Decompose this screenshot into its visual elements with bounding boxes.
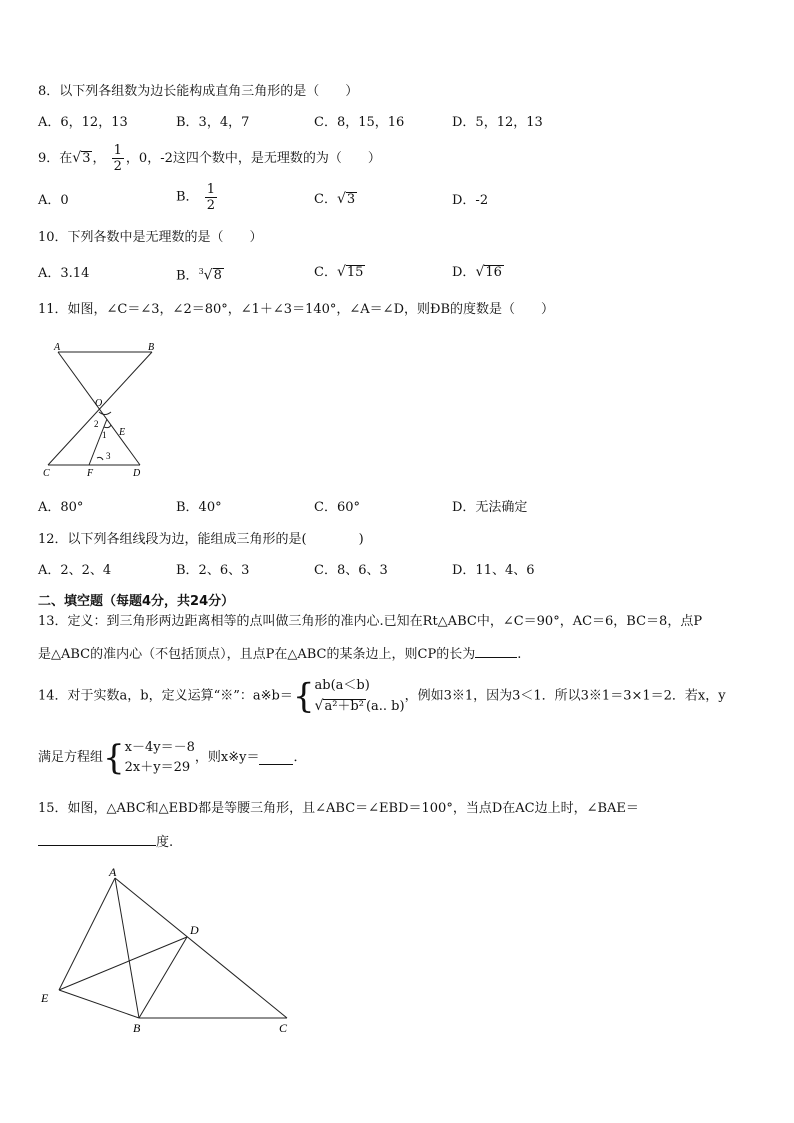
q12-option-d: D．11、4、6 — [452, 563, 535, 578]
q11-label-o: O — [95, 398, 103, 409]
q10-option-b: B．$^3$√8 — [176, 267, 222, 284]
section-2-heading: 二、填空题（每题4分，共24分） — [38, 594, 235, 609]
q8-option-c: C．8，15，16 — [314, 115, 405, 130]
q10-option-c: C．√15 — [314, 264, 364, 280]
q11-label-d: D — [133, 468, 141, 479]
q15-line1: 15．如图，△ABC和△EBD都是等腰三角形，且∠ABC＝∠EBD＝100°，当点D在AC边上时，∠BAE＝ — [38, 801, 639, 816]
q15-line-db — [139, 937, 187, 1018]
q14-equation-system: x－4y＝－8 2x＋y＝29 — [124, 740, 195, 775]
q11-option-a: A．80° — [38, 500, 84, 515]
q15-line-ae — [59, 878, 115, 990]
q9-option-d: D．-2 — [452, 193, 489, 208]
q10-option-a: A．3.14 — [38, 266, 90, 281]
q15-label-b: B — [133, 1021, 141, 1035]
q8-option-b: B．3，4，7 — [176, 115, 250, 130]
q11-label-angle-1: 1 — [102, 430, 107, 440]
q11-option-b: B．40° — [176, 500, 222, 515]
q15-line-ab — [115, 878, 139, 1018]
q9-option-c: C．√3 — [314, 191, 356, 207]
q11-label-f: F — [87, 468, 94, 479]
q14-line2: 满足方程组{ x－4y＝－8 2x＋y＝29 ，则x※y＝ ． — [38, 738, 307, 778]
q8-stem: 8．以下列各组数为边长能构成直角三角形的是（ ） — [38, 84, 359, 99]
q12-option-a: A．2、2、4 — [38, 563, 112, 578]
q13-line2: 是△ABC的准内心（不包括顶点），且点P在△ABC的某条边上，则CP的长为 . — [38, 647, 522, 662]
q13-line1: 13．定义：到三角形两边距离相等的点叫做三角形的准内心.已知在Rt△ABC中，∠C＝90°，AC＝6，BC＝8，点P — [38, 614, 703, 629]
q9-sqrt-value: 3 — [82, 151, 91, 166]
q8-option-a: A．6，12，13 — [38, 115, 128, 130]
q8-option-d: D．5，12，13 — [452, 115, 543, 130]
q12-option-c: C．8、6、3 — [314, 563, 388, 578]
q14-definition-cases: ab(a＜b) √a²＋b² (a.. b) — [314, 678, 405, 714]
q9-stem-post: ，0，-2这四个数中，是无理数的为（ ） — [125, 151, 381, 166]
q14-answer-blank — [259, 752, 293, 765]
q10-option-d: D．√16 — [452, 264, 502, 280]
q15-figure — [35, 860, 300, 1040]
q15-label-a: A — [109, 865, 117, 879]
q15-line-ed — [59, 937, 187, 990]
q15-line-ac — [115, 878, 287, 1018]
q11-angle-2-arc — [99, 412, 111, 415]
q11-label-b: B — [148, 342, 155, 353]
q11-label-c: C — [43, 468, 50, 479]
q9-fraction: $\frac{1}{2}$ — [113, 143, 122, 174]
q15-label-c: C — [279, 1021, 288, 1035]
q11-label-e: E — [119, 427, 126, 438]
q11-label-angle-3: 3 — [106, 451, 111, 461]
q10-stem: 10．下列各数中是无理数的是（ ） — [38, 230, 263, 245]
q13-answer-blank — [475, 645, 517, 658]
q11-label-angle-2: 2 — [94, 419, 99, 429]
q11-label-a: A — [54, 342, 61, 353]
q11-figure — [40, 340, 170, 480]
q11-angle-3-arc — [97, 457, 103, 460]
q15-label-d: D — [190, 923, 199, 937]
q9-option-b-fraction: $\frac{1}{2}$ — [206, 182, 215, 213]
q9-stem: 9．在√3 ， $\frac{1}{2}$ ，0，-2这四个数中，是无理数的为（ ） — [38, 143, 381, 174]
q12-stem: 12．以下列各组线段为边，能组成三角形的是( ) — [38, 532, 364, 547]
q14-line1: 14．对于实数a，b，定义运算“※”：a※b＝{ ab(a＜b) √a²＋b² (a.. b) ，例如3※1，因为3＜1．所以3※1＝3×1＝2．若x，y — [38, 676, 726, 717]
q12-option-b: B．2、6、3 — [176, 563, 250, 578]
q9-stem-pre: 9．在 — [38, 151, 73, 166]
q11-option-d: D．无法确定 — [452, 500, 528, 515]
q15-label-e: E — [41, 991, 49, 1005]
q15-line-eb — [59, 990, 139, 1018]
q11-stem: 11．如图，∠C＝∠3，∠2＝80°，∠1＋∠3＝140°，∠A＝∠D，则ÐB的度数是（ ） — [38, 302, 555, 317]
q9-option-a: A．0 — [38, 193, 69, 208]
q15-answer-blank — [38, 833, 156, 846]
q15-line2: 度. — [38, 833, 173, 851]
q11-angle-1-arc — [104, 425, 111, 428]
q9-option-b: B． $\frac{1}{2}$ — [176, 182, 215, 213]
q11-option-c: C．60° — [314, 500, 360, 515]
